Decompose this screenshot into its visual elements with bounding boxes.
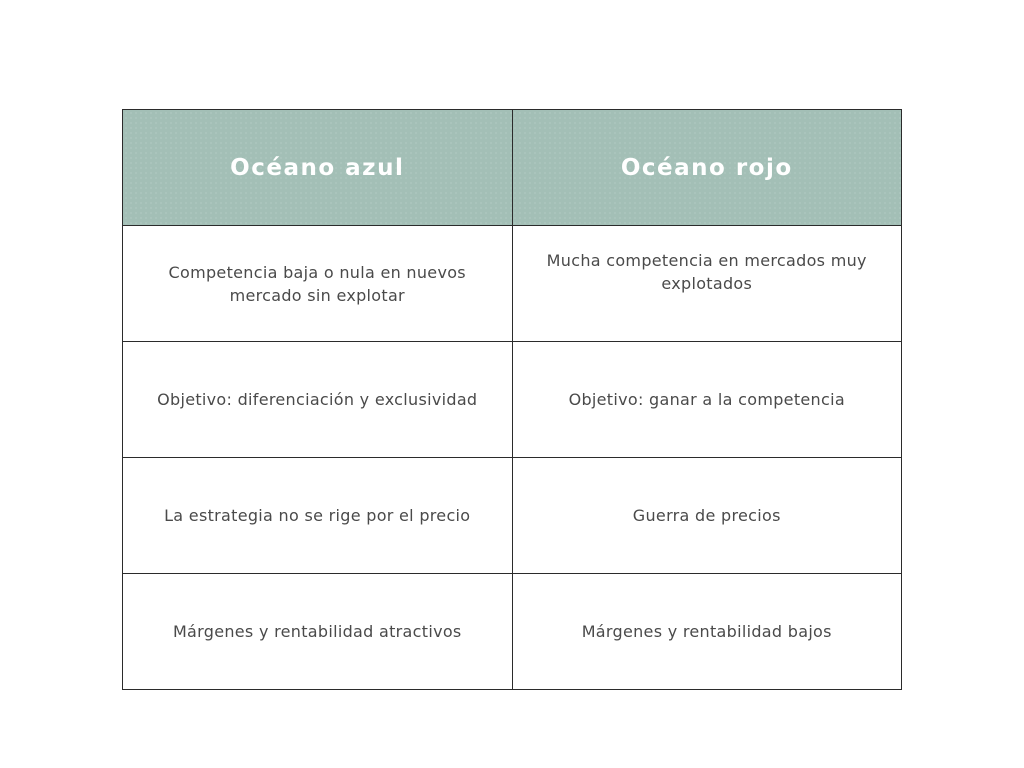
cell-text: Objetivo: diferenciación y exclusividad: [157, 390, 478, 409]
cell-text: Guerra de precios: [632, 506, 781, 525]
header-blue-ocean: Océano azul: [123, 110, 513, 226]
blue-ocean-margins-cell: [123, 574, 513, 690]
red-ocean-objective-cell: [512, 342, 902, 458]
cell-text: Objetivo: ganar a la competencia: [568, 390, 845, 409]
red-ocean-pricing-cell: [512, 458, 902, 574]
blue-ocean-objective-cell: [123, 342, 513, 458]
table-header: [123, 110, 902, 226]
table-row: [123, 458, 902, 574]
cell-text: Márgenes y rentabilidad bajos: [581, 622, 832, 641]
blue-ocean-pricing-cell: [123, 458, 513, 574]
table-body: [123, 226, 902, 690]
blue-ocean-competition-cell: [123, 226, 513, 342]
header-red-ocean: Océano rojo: [512, 110, 902, 226]
cell-text: Márgenes y rentabilidad atractivos: [172, 622, 462, 641]
comparison-table: [122, 109, 902, 690]
table-row: [123, 342, 902, 458]
cell-text: Competencia baja o nula en nuevos mercado sin explotar: [168, 262, 466, 305]
table-row: [123, 226, 902, 342]
cell-text: Mucha competencia en mercados muy explotados: [546, 250, 867, 293]
header-row: [123, 110, 902, 226]
red-ocean-competition-cell: [512, 226, 902, 342]
red-ocean-margins-cell: [512, 574, 902, 690]
cell-text: La estrategia no se rige por el precio: [164, 506, 471, 525]
table-row: [123, 574, 902, 690]
